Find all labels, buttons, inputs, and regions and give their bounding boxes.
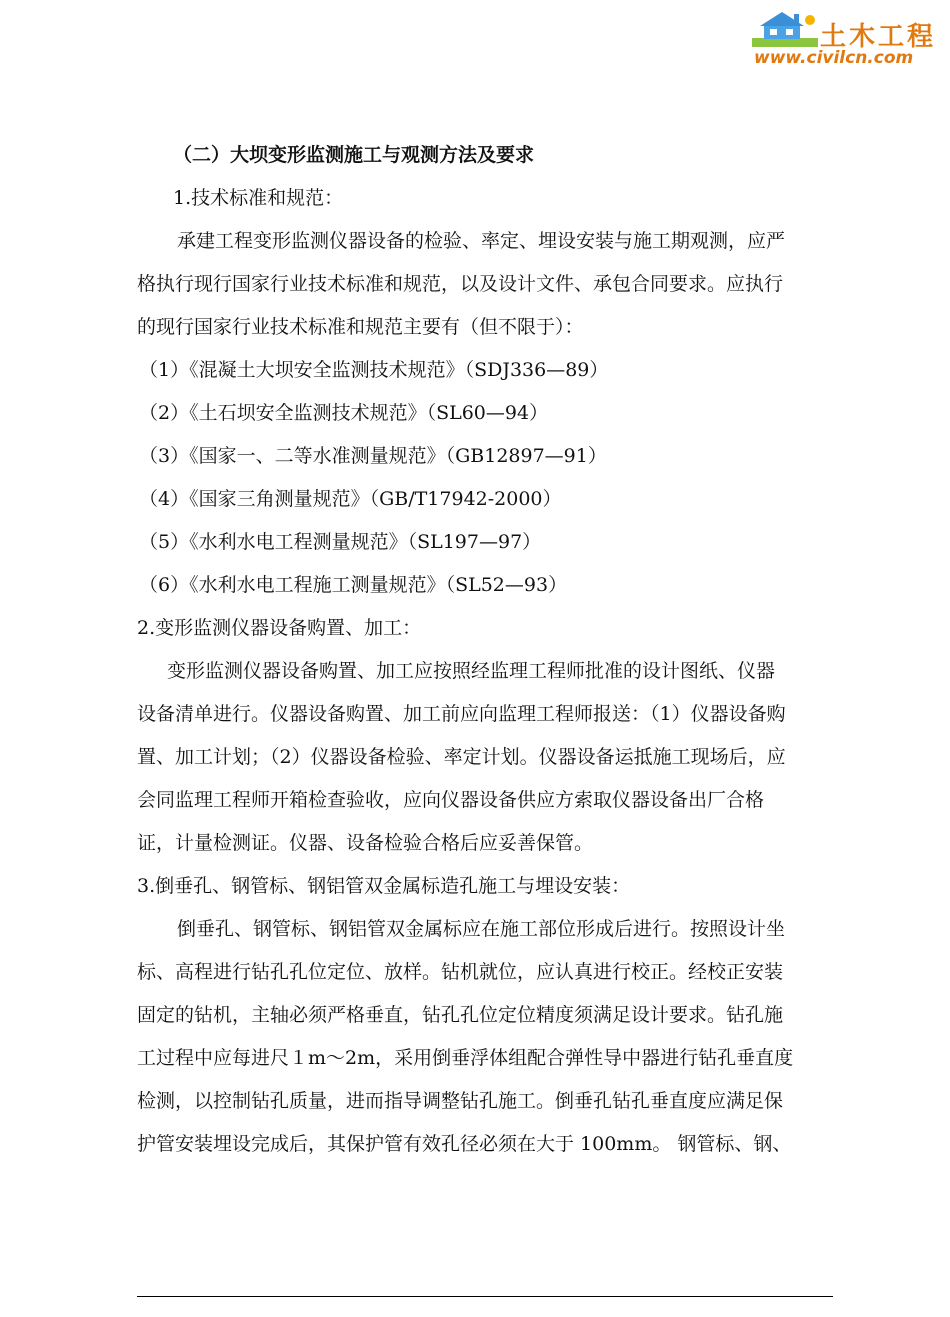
paragraph-line: 变形监测仪器设备购置、加工应按照经监理工程师批准的设计图纸、仪器	[167, 660, 776, 682]
paragraph-line: 格执行现行国家行业技术标准和规范，以及设计文件、承包合同要求。应执行	[137, 273, 784, 295]
standard-item: （3）《国家一、二等水准测量规范》（GB12897—91）	[139, 445, 607, 467]
paragraph-line: 护管安装埋设完成后，其保护管有效孔径必须在大于 100mm。 钢管标、钢、	[137, 1133, 792, 1155]
paragraph-line: 承建工程变形监测仪器设备的检验、率定、埋设安装与施工期观测，应严	[177, 230, 786, 252]
paragraph-line: 检测，以控制钻孔质量，进而指导调整钻孔施工。倒垂孔钻孔垂直度应满足保	[137, 1090, 784, 1112]
house-icon	[750, 8, 820, 48]
logo-chinese-text: 土木工程	[820, 22, 937, 52]
footer-divider	[137, 1296, 833, 1297]
standard-item: （1）《混凝土大坝安全监测技术规范》（SDJ336—89）	[139, 359, 609, 381]
section-heading: （二）大坝变形监测施工与观测方法及要求	[173, 144, 535, 166]
standard-item: （6）《水利水电工程施工测量规范》（SL52—93）	[139, 574, 568, 596]
logo-url-text: www.civilcn.com	[754, 48, 914, 68]
subheading-1: 1.技术标准和规范：	[173, 187, 344, 209]
subheading-3: 3.倒垂孔、钢管标、钢铝管双金属标造孔施工与埋设安装：	[137, 875, 631, 897]
paragraph-line: 标、高程进行钻孔孔位定位、放样。钻机就位，应认真进行校正。经校正安装	[137, 961, 784, 983]
standard-item: （2）《土石坝安全监测技术规范》（SL60—94）	[139, 402, 549, 424]
standard-item: （4）《国家三角测量规范》（GB/T17942-2000）	[139, 488, 562, 510]
subheading-2: 2.变形监测仪器设备购置、加工：	[137, 617, 422, 639]
paragraph-line: 置、加工计划；（2）仪器设备检验、率定计划。仪器设备运抵施工现场后，应	[137, 746, 786, 768]
paragraph-line: 工过程中应每进尺１m～2m，采用倒垂浮体组配合弹性导中器进行钻孔垂直度	[137, 1047, 794, 1069]
standard-item: （5）《水利水电工程测量规范》（SL197—97）	[139, 531, 542, 553]
paragraph-line: 的现行国家行业技术标准和规范主要有（但不限于）：	[137, 316, 584, 338]
paragraph-line: 证，计量检测证。仪器、设备检验合格后应妥善保管。	[137, 832, 594, 854]
paragraph-line: 倒垂孔、钢管标、钢铝管双金属标应在施工部位形成后进行。按照设计坐	[177, 918, 786, 940]
site-logo	[748, 6, 944, 68]
document-body	[137, 134, 837, 1166]
paragraph-line: 固定的钻机，主轴必须严格垂直，钻孔孔位定位精度须满足设计要求。钻孔施	[137, 1004, 784, 1026]
paragraph-line: 会同监理工程师开箱检查验收，应向仪器设备供应方索取仪器设备出厂合格	[137, 789, 765, 811]
paragraph-line: 设备清单进行。仪器设备购置、加工前应向监理工程师报送：（1）仪器设备购	[137, 703, 786, 725]
